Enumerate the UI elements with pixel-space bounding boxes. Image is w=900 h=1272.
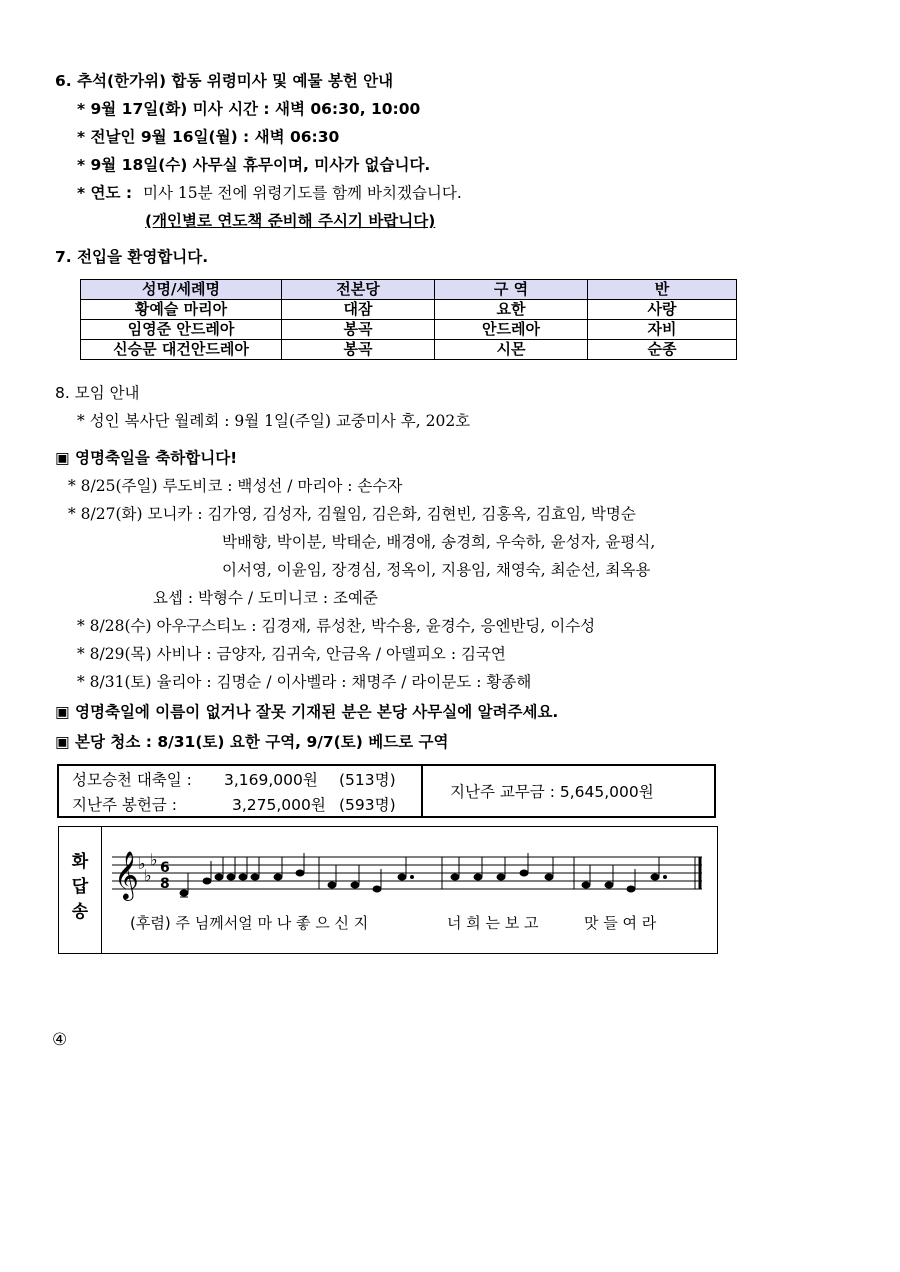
finance-amount: 3,169,000원	[224, 771, 318, 789]
section7-title: 7. 전입을 환영합니다.	[55, 248, 209, 266]
finance-count: (593명)	[339, 796, 396, 814]
s6-line4	[77, 183, 462, 203]
s8-line1: * 성인 복사단 월례회 : 9월 1일(주일) 교중미사 후, 202호	[77, 412, 471, 430]
cell: 시몬	[435, 340, 588, 360]
cell: 순종	[588, 340, 737, 360]
feast-title: ▣ 영명축일을 축하합니다!	[55, 449, 238, 467]
header-name: 성명/세례명	[81, 280, 282, 300]
psalm-lyric: 맛 들 여 라	[584, 914, 657, 932]
finance-tithe: 지난주 교무금 : 5,645,000원	[450, 783, 654, 801]
cell: 안드레아	[435, 320, 588, 340]
feast-line: 박배향, 박이분, 박태순, 배경애, 송경희, 우숙하, 윤성자, 윤평식,	[222, 533, 656, 551]
finance-count: (513명)	[339, 771, 396, 789]
s6-line5: (개인별로 연도책 준비해 주시기 바랍니다)	[145, 212, 436, 230]
feast-line: * 8/29(목) 사비나 : 금양자, 김귀숙, 안금옥 / 아델피오 : 김국연	[77, 645, 506, 663]
table-row	[81, 300, 737, 320]
time-sig-bottom: 8	[160, 876, 170, 892]
header-group: 반	[588, 280, 737, 300]
psalm-label-char: 답	[71, 877, 89, 897]
treble-clef-icon: 𝄞	[114, 850, 139, 899]
cell: 황예슬 마리아	[81, 300, 282, 320]
table-header-row	[81, 280, 737, 300]
table-row	[81, 320, 737, 340]
feast-line: * 8/28(수) 아우구스티노 : 김경재, 류성찬, 박수용, 윤경수, 응엔반딩, 이수성	[77, 617, 596, 635]
feast-line: 이서영, 이윤임, 장경심, 정옥이, 지용임, 채영숙, 최순선, 최옥용	[222, 561, 651, 579]
page-number: ④	[52, 1030, 68, 1050]
finance-amount: 3,275,000원	[232, 796, 326, 814]
flat-icon: ♭	[150, 850, 158, 869]
finance-divider	[421, 764, 423, 818]
feast-line: * 8/27(화) 모니카 : 김가영, 김성자, 김월임, 김은화, 김현빈, 김홍옥, 김효임, 박명순	[68, 505, 636, 523]
cell: 봉곡	[282, 320, 435, 340]
feast-line: * 8/25(주일) 루도비코 : 백성선 / 마리아 : 손수자	[68, 477, 403, 495]
s6-line3: * 9월 18일(수) 사무실 휴무이며, 미사가 없습니다.	[77, 156, 431, 174]
time-sig-top: 6	[160, 860, 170, 876]
psalm-label-char: 화	[71, 852, 89, 872]
header-district: 구 역	[435, 280, 588, 300]
finance-line1	[72, 768, 396, 790]
table-row	[81, 340, 737, 360]
section8-title: 8. 모임 안내	[55, 384, 140, 402]
s6-line4-text: 미사 15분 전에 위령기도를 함께 바치겠습니다.	[142, 184, 462, 202]
header-parish: 전본당	[282, 280, 435, 300]
cell: 사랑	[588, 300, 737, 320]
cell: 자비	[588, 320, 737, 340]
finance-line2	[72, 793, 396, 815]
flat-icon: ♭	[144, 866, 152, 885]
psalm-lyric: (후렴) 주 님께서얼 마 나 좋 으 신 지	[130, 914, 369, 932]
notice-cleaning: ▣ 본당 청소 : 8/31(토) 요한 구역, 9/7(토) 베드로 구역	[55, 733, 449, 751]
section6-title: 6. 추석(한가위) 합동 위령미사 및 예물 봉헌 안내	[55, 72, 394, 90]
cell: 대잠	[282, 300, 435, 320]
psalm-lyric: 너 희 는 보 고	[447, 914, 539, 932]
welcome-table	[80, 279, 737, 360]
s6-line4-label: * 연도 :	[77, 184, 133, 202]
cell: 요한	[435, 300, 588, 320]
finance-label: 성모승천 대축일 :	[72, 771, 192, 789]
psalm-divider	[101, 826, 102, 954]
s6-line2: * 전날인 9월 16일(월) : 새벽 06:30	[77, 128, 340, 146]
finance-label: 지난주 봉헌금 :	[72, 796, 177, 814]
cell: 임영준 안드레아	[81, 320, 282, 340]
cell: 신승문 대건안드레아	[81, 340, 282, 360]
psalm-label	[62, 850, 98, 925]
notes	[180, 853, 667, 897]
notice-feast-correction: ▣ 영명축일에 이름이 없거나 잘못 기재된 분은 본당 사무실에 알려주세요.	[55, 703, 559, 721]
s6-line1: * 9월 17일(화) 미사 시간 : 새벽 06:30, 10:00	[77, 100, 421, 118]
feast-line: 요셉 : 박형수 / 도미니코 : 조예준	[153, 589, 378, 607]
feast-line: * 8/31(토) 율리아 : 김명순 / 이사벨라 : 채명주 / 라이문도 : 황종해	[77, 673, 532, 691]
music-staff	[112, 845, 712, 905]
flat-icon: ♭	[138, 854, 146, 873]
psalm-label-char: 송	[71, 902, 89, 922]
cell: 봉곡	[282, 340, 435, 360]
